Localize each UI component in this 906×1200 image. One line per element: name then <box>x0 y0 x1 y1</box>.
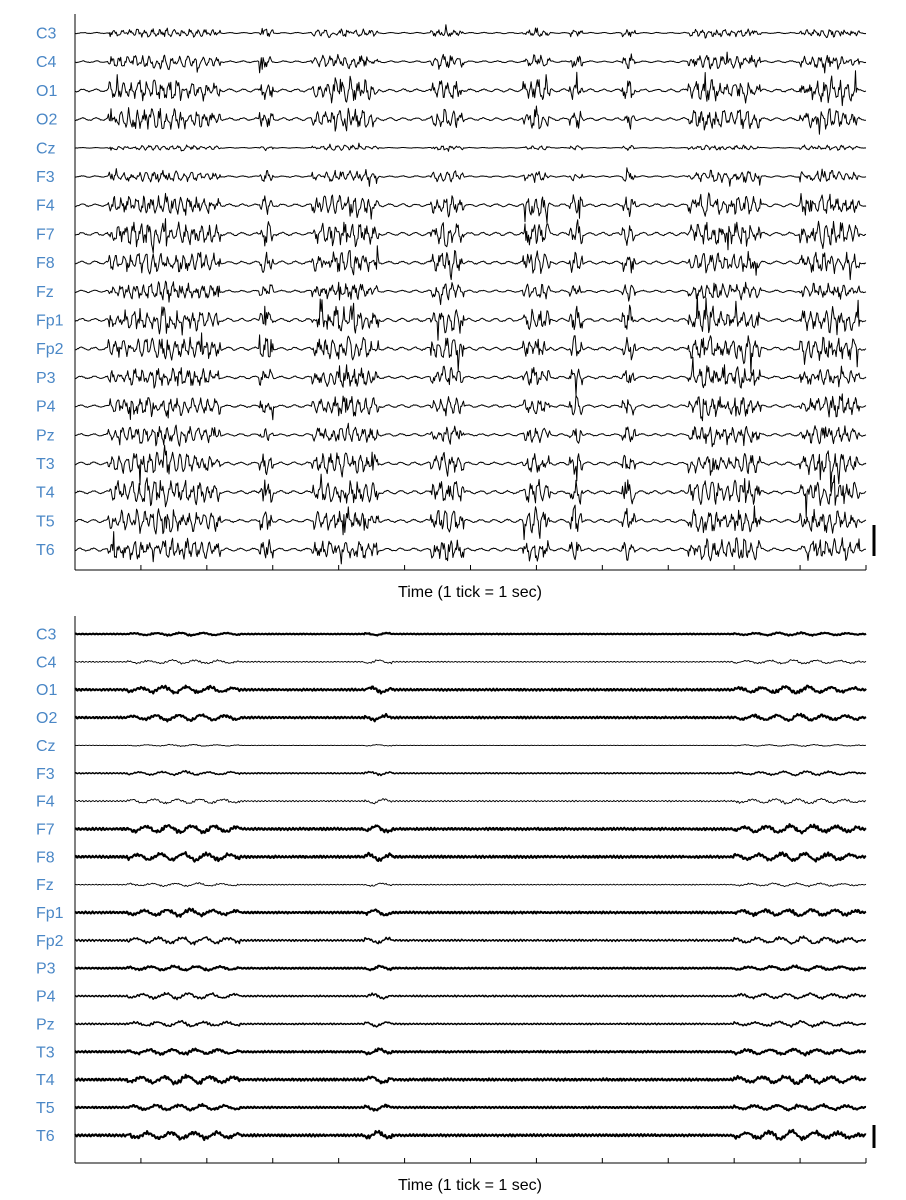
trace-c4 <box>75 52 866 73</box>
channel-label-o1: O1 <box>36 682 58 700</box>
top-eeg-panel <box>36 14 874 601</box>
channel-label-c4: C4 <box>36 654 57 672</box>
bottom-traces <box>75 632 866 1140</box>
channel-label-p3: P3 <box>36 960 56 978</box>
trace-o2 <box>75 714 866 722</box>
top-x-axis-label: Time (1 tick = 1 sec) <box>398 584 542 601</box>
channel-label-p4: P4 <box>36 398 56 416</box>
channel-label-f4: F4 <box>36 793 55 811</box>
trace-t4 <box>75 1075 866 1085</box>
trace-p3 <box>75 357 866 395</box>
channel-label-f7: F7 <box>36 226 55 244</box>
trace-t6 <box>75 532 866 564</box>
trace-f4 <box>75 193 866 223</box>
trace-t5 <box>75 505 866 539</box>
trace-fp1 <box>75 909 866 917</box>
bottom-x-axis-label: Time (1 tick = 1 sec) <box>398 1177 542 1194</box>
trace-o1 <box>75 71 866 106</box>
trace-fz <box>75 883 866 887</box>
channel-label-pz: Pz <box>36 1016 55 1034</box>
trace-t6 <box>75 1130 866 1140</box>
channel-label-f4: F4 <box>36 197 55 215</box>
trace-c3 <box>75 632 866 636</box>
channel-label-o2: O2 <box>36 710 58 728</box>
channel-label-t6: T6 <box>36 1127 55 1145</box>
channel-label-o2: O2 <box>36 111 58 129</box>
channel-label-p3: P3 <box>36 369 56 387</box>
channel-label-f8: F8 <box>36 849 55 867</box>
channel-label-f3: F3 <box>36 765 55 783</box>
channel-label-o1: O1 <box>36 82 58 100</box>
trace-pz <box>75 423 866 447</box>
trace-f8 <box>75 852 866 862</box>
channel-label-c3: C3 <box>36 25 57 43</box>
trace-p4 <box>75 993 866 1000</box>
trace-fp2 <box>75 936 866 945</box>
bottom-channel-labels <box>36 627 64 1145</box>
trace-f8 <box>75 246 866 280</box>
top-channel-labels <box>36 26 64 560</box>
trace-o1 <box>75 686 866 694</box>
trace-fp1 <box>75 294 866 340</box>
trace-f3 <box>75 168 866 187</box>
channel-label-fp1: Fp1 <box>36 905 64 922</box>
channel-label-t3: T3 <box>36 1044 55 1062</box>
channel-label-t6: T6 <box>36 542 55 560</box>
top-traces <box>75 25 866 564</box>
trace-p3 <box>75 966 866 971</box>
trace-pz <box>75 1021 866 1028</box>
trace-t3 <box>75 445 866 491</box>
trace-fp2 <box>75 333 866 373</box>
trace-cz <box>75 744 866 746</box>
channel-label-t5: T5 <box>36 1099 55 1117</box>
channel-label-fp2: Fp2 <box>36 341 64 359</box>
channel-label-t3: T3 <box>36 456 55 473</box>
channel-label-t4: T4 <box>36 484 55 502</box>
trace-f7 <box>75 824 866 833</box>
channel-label-cz: Cz <box>36 140 56 158</box>
trace-t5 <box>75 1104 866 1111</box>
channel-label-fz: Fz <box>36 877 54 895</box>
channel-label-f8: F8 <box>36 255 55 273</box>
trace-c3 <box>75 25 866 38</box>
trace-f7 <box>75 219 866 253</box>
channel-label-c4: C4 <box>36 54 57 72</box>
bottom-eeg-panel <box>36 616 874 1194</box>
channel-label-p4: P4 <box>36 988 56 1006</box>
channel-label-fz: Fz <box>36 283 54 301</box>
trace-f3 <box>75 771 866 776</box>
trace-c4 <box>75 660 866 665</box>
channel-label-c3: C3 <box>36 626 57 644</box>
trace-p4 <box>75 394 866 421</box>
trace-t4 <box>75 474 866 517</box>
channel-label-fp1: Fp1 <box>36 312 64 330</box>
trace-t3 <box>75 1048 866 1055</box>
channel-label-t4: T4 <box>36 1072 55 1090</box>
channel-label-pz: Pz <box>36 427 55 445</box>
channel-label-t5: T5 <box>36 513 55 531</box>
channel-label-cz: Cz <box>36 737 56 755</box>
channel-label-f7: F7 <box>36 821 55 839</box>
channel-label-fp2: Fp2 <box>36 932 64 950</box>
trace-cz <box>75 143 866 151</box>
channel-label-f3: F3 <box>36 169 55 186</box>
trace-o2 <box>75 106 866 134</box>
trace-fz <box>75 281 866 305</box>
trace-f4 <box>75 798 866 804</box>
